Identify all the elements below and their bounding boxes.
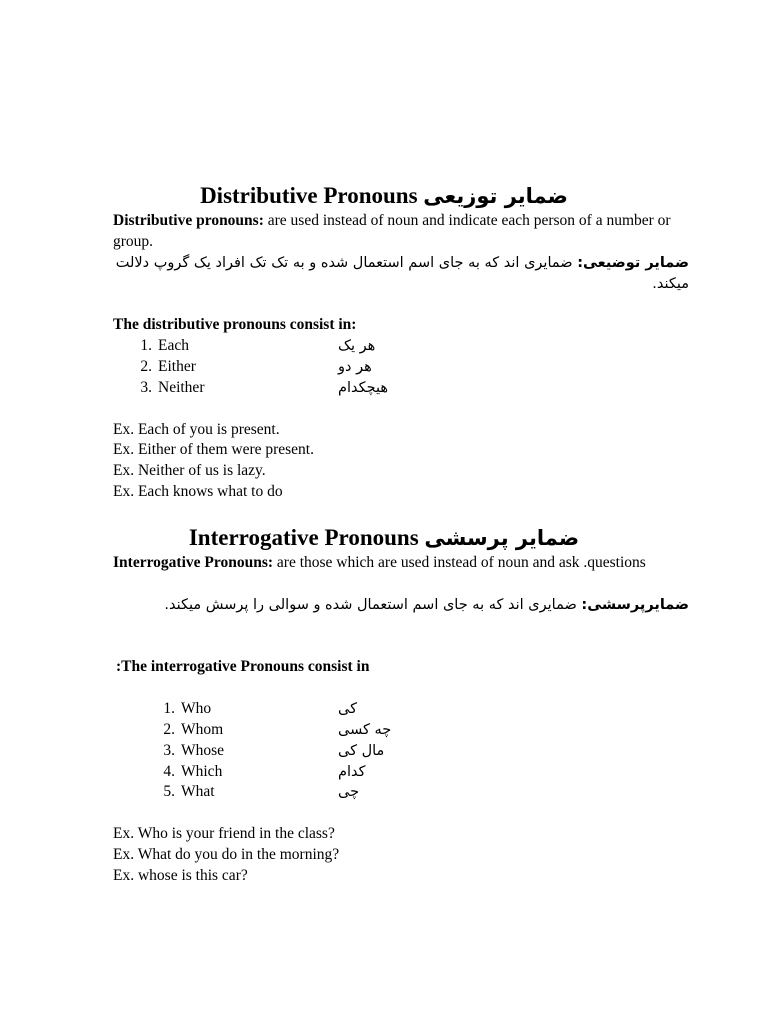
example-line: Ex. Each knows what to do [113,483,283,500]
item-persian: کدام [338,764,366,780]
definition-text-persian: ضمایری اند که به جای اسم استعمال شده و سوالی را پرسش میکند. [164,597,582,613]
example-line: Ex. whose is this car? [113,867,248,884]
definition-text: are used instead of noun and indicate each person of a number or group. [113,212,671,250]
definition-text-persian: ضمایری اند که به جای اسم استعمال شده و به تک تک افراد یک گروپ دلالت میکند. [115,255,689,292]
definition-term-persian: ضمایرپرسشی: [581,597,689,613]
list-item [128,357,372,378]
item-english: Who [181,700,212,717]
item-english: Whose [181,742,225,759]
example-line: Ex. Neither of us is lazy. [113,462,266,479]
list-item [151,741,385,762]
item-persian: هر دو [338,359,372,375]
title-english: Distributive Pronouns [200,183,418,208]
title-english: Interrogative Pronouns [188,525,419,550]
definition-english [113,211,693,252]
definition-persian [113,253,689,295]
item-persian: هر یک [338,338,376,354]
definition-text: are those which are used instead of noun and ask .questions [273,554,646,571]
item-english: Which [181,763,223,780]
item-number: 2. [163,721,175,738]
list-item [151,782,360,803]
item-number: 3. [140,379,152,396]
item-number: 2. [140,358,152,375]
item-number: 1. [140,337,152,354]
section-title-distributive [0,182,768,210]
item-persian: چی [338,784,360,800]
item-number: 1. [163,700,175,717]
list-heading: :The interrogative Pronouns consist in [116,658,370,675]
example-line: Ex. What do you do in the morning? [113,846,340,863]
item-persian: چه کسی [338,722,392,738]
example-line: Ex. Either of them were present. [113,441,314,458]
list-heading: The distributive pronouns consist in: [113,316,357,333]
title-persian: ضمایر توزیعی [423,184,568,208]
list-item [128,378,389,399]
item-english: Neither [158,379,205,396]
list-item [151,762,366,783]
item-english: What [181,783,215,800]
definition-persian [113,595,689,616]
definition-term: Distributive pronouns: [113,212,264,229]
item-number: 4. [163,763,175,780]
item-persian: هیچکدام [338,380,389,396]
item-english: Whom [181,721,224,738]
section-title-interrogative [0,524,768,552]
list-item [151,720,392,741]
list-item [128,336,376,357]
item-number: 5. [163,783,175,800]
example-line: Ex. Who is your friend in the class? [113,825,335,842]
list-item [151,699,357,720]
definition-term: Interrogative Pronouns: [113,554,274,571]
item-english: Each [158,337,189,354]
item-persian: کی [338,701,357,717]
item-number: 3. [163,742,175,759]
definition-english [113,553,693,574]
item-persian: مال کی [338,743,385,759]
title-persian: ضمایر پرسشی [424,526,580,550]
example-line: Ex. Each of you is present. [113,421,280,438]
definition-term-persian: ضمایر توضیعی: [577,255,689,271]
item-english: Either [158,358,196,375]
